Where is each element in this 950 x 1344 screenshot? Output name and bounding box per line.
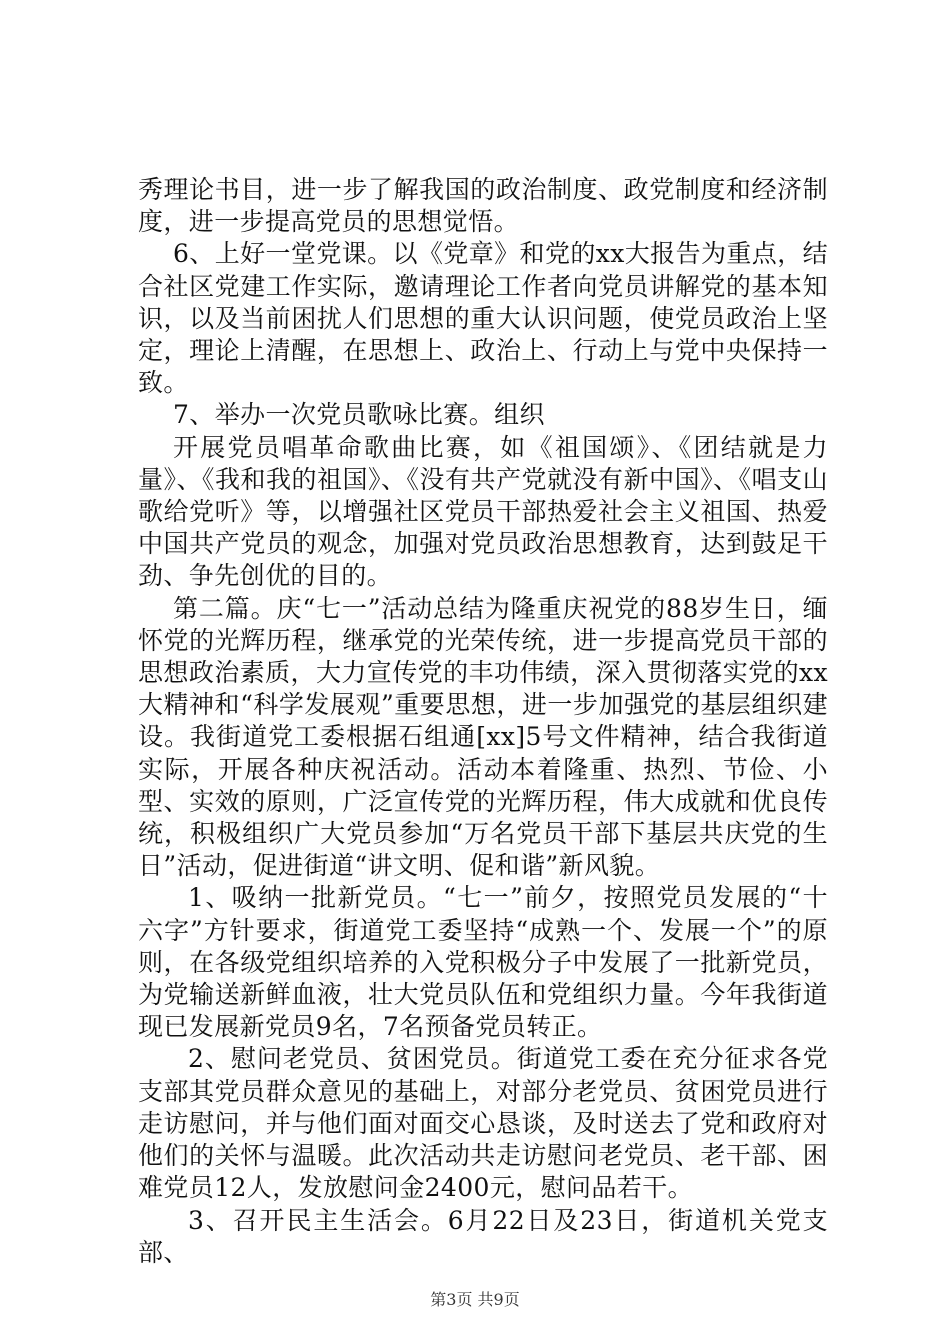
paragraph-item-7: 7、举办一次党员歌咏比赛。组织	[173, 400, 545, 430]
page-number-footer: 第3页 共9页	[430, 1290, 520, 1309]
paragraph-part-two: 第二篇。庆“七一”活动总结为隆重庆祝党的88岁生日，缅怀党的光辉历程，继承党的光荣传统，进一步提高党员干部的思想政治素质，大力宣传党的丰功伟绩，深入贯彻落实党的xx大精神和“科学发展观”重要思想，进一步加强党的基层组织建设。我街道党工委根据石组通[xx]5号文件精神，结合我街道实际，开展各种庆祝活动。活动本着隆重、热烈、节俭、小型、实效的原则，广泛宣传党的光辉历程，伟大成就和优良传统，积极组织广大党员参加“万名党员干部下基层共庆党的生日”活动，促进街道“讲文明、促和谐”新风貌。	[138, 593, 828, 881]
paragraph-item-2: 2、慰问老党员、贫困党员。街道党工委在充分征求各党支部其党员群众意见的基础上，对部分老党员、贫困党员进行走访慰问，并与他们面对面交心恳谈，及时送去了党和政府对他们的关怀与温暖。此次活动共走访慰问老党员、老干部、困难党员12人，发放慰问金2400元，慰问品若干。	[138, 1044, 828, 1203]
paragraph-item-6: 6、上好一堂党课。以《党章》和党的xx大报告为重点，结合社区党建工作实际，邀请理论工作者向党员讲解党的基本知识，以及当前困扰人们思想的重大认识问题，使党员政治上坚定，理论上清醒，在思想上、政治上、行动上与党中央保持一致。	[138, 239, 828, 398]
document-body	[138, 174, 828, 1269]
paragraph-item-1: 1、吸纳一批新党员。“七一”前夕，按照党员发展的“十六字”方针要求，街道党工委坚持“成熟一个、发展一个”的原则，在各级党组织培养的入党积极分子中发展了一批新党员，为党输送新鲜血液，壮大党员队伍和党组织力量。今年我街道现已发展新党员9名，7名预备党员转正。	[138, 883, 828, 1042]
paragraph-singing-contest: 开展党员唱革命歌曲比赛，如《祖国颂》、《团结就是力量》、《我和我的祖国》、《没有共产党就没有新中国》、《唱支山歌给党听》等，以增强社区党员干部热爱社会主义祖国、热爱中国共产党员的观念，加强对党员政治思想教育，达到鼓足干劲、争先创优的目的。	[138, 432, 828, 591]
paragraph-item-3: 3、召开民主生活会。6月22日及23日，街道机关党支部、	[138, 1205, 828, 1267]
paragraph-continuation: 秀理论书目，进一步了解我国的政治制度、政党制度和经济制度，进一步提高党员的思想觉悟。	[138, 175, 828, 237]
